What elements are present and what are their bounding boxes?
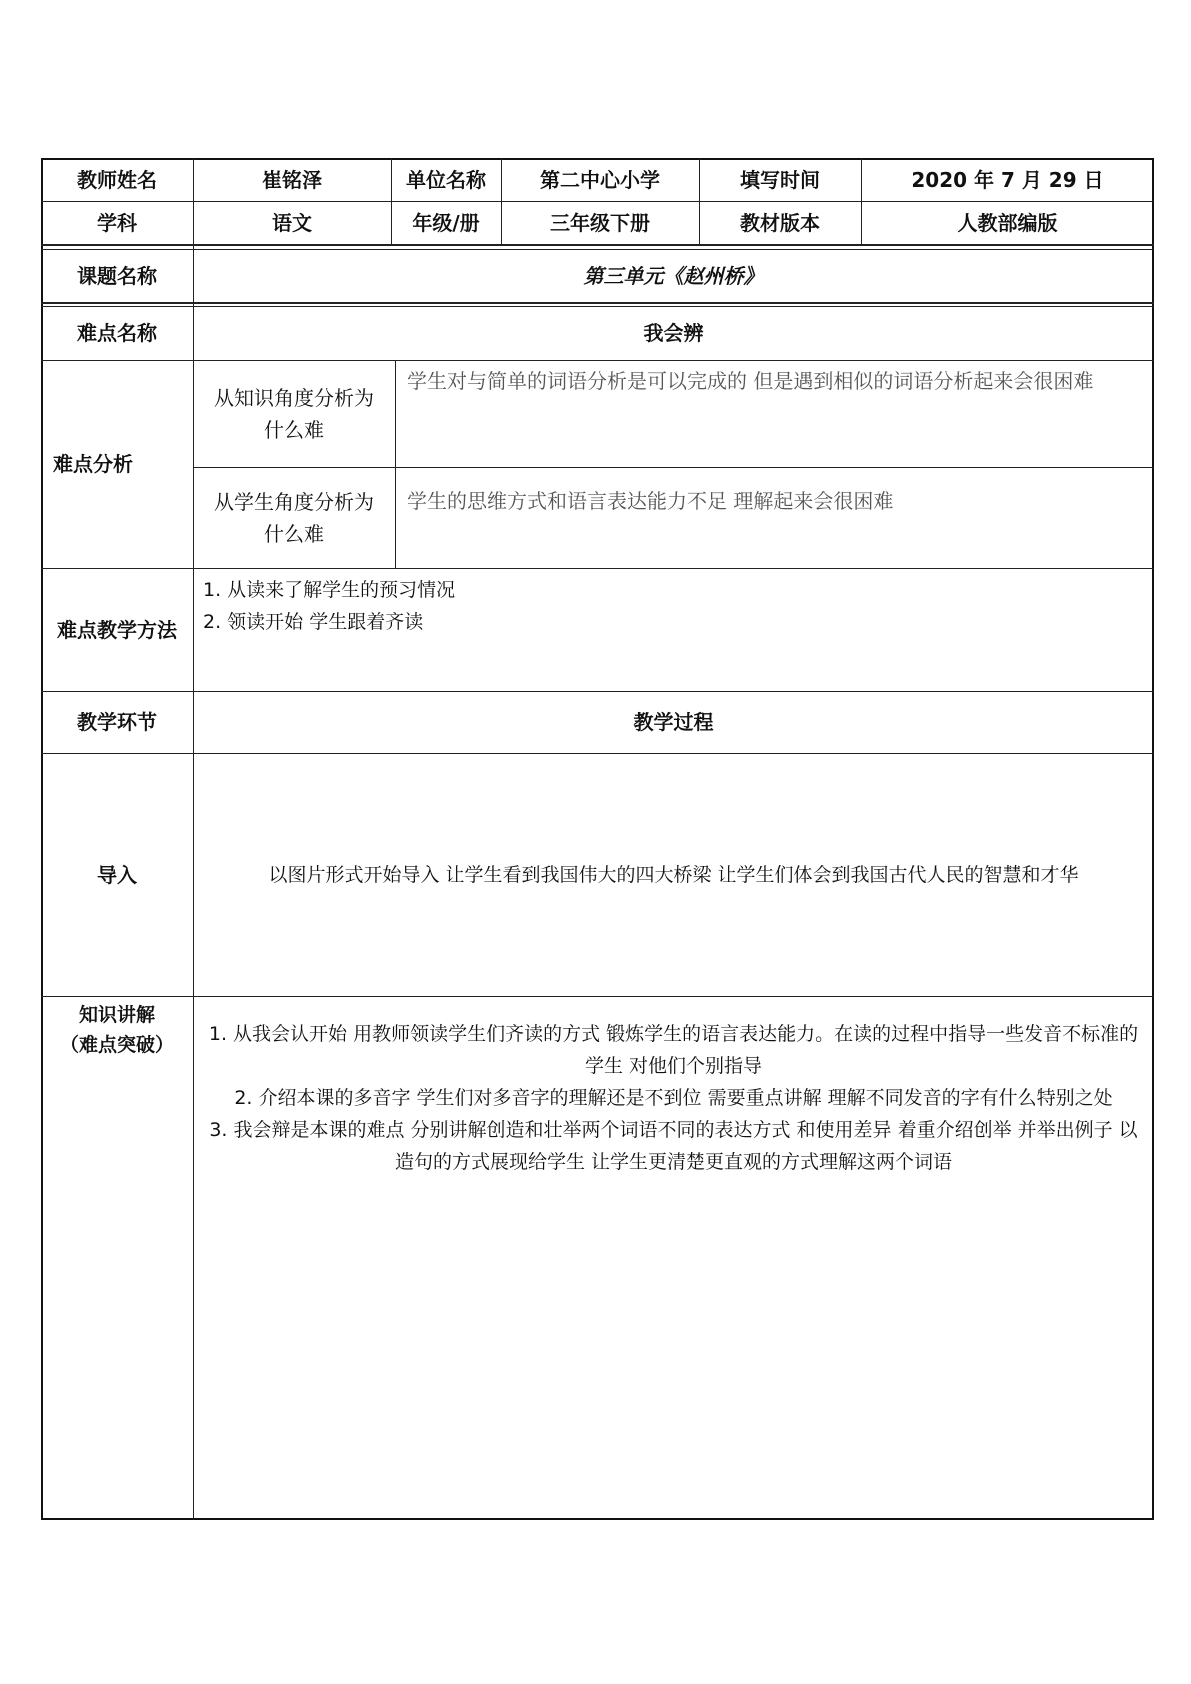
grade-label: 年级/册	[412, 210, 480, 235]
difficulty-label: 难点名称	[77, 321, 157, 345]
subject-value: 语文	[272, 210, 312, 235]
difficulty-value: 我会辨	[643, 321, 704, 345]
unit-name-label: 单位名称	[406, 167, 486, 192]
knowledge-label-line2: （难点突破）	[59, 1034, 174, 1056]
method-list	[193, 568, 1154, 691]
knowledge-item: 3. 我会辩是本课的难点 分别讲解创造和壮举两个词语不同的表达方式 和使用差异 着重介绍创举 并举出例子 以造句的方式展现给学生 让学生更清楚更直观的方式理解这两个词语	[209, 1119, 1138, 1173]
knowledge-angle-text: 学生对与简单的词语分析是可以完成的 但是遇到相似的词语分析起来会很困难	[407, 369, 1094, 393]
textbook-label: 教材版本	[740, 210, 820, 235]
fill-time-label: 填写时间	[740, 167, 820, 192]
knowledge-angle-label: 从知识角度分析为什么难	[214, 385, 374, 442]
knowledge-item: 1. 从我会认开始 用教师领读学生们齐读的方式 锻炼学生的语言表达能力。在读的过程中指导一些发音不标准的学生 对他们个别指导	[208, 1023, 1139, 1077]
student-angle-text: 学生的思维方式和语言表达能力不足 理解起来会很困难	[407, 489, 894, 513]
subject-label: 学科	[97, 210, 137, 235]
knowledge-item: 2. 介绍本课的多音字 学生们对多音字的理解还是不到位 需要重点讲解 理解不同发音的字有什么特别之处	[234, 1087, 1113, 1109]
knowledge-label	[41, 996, 193, 1060]
process-header: 教学过程	[633, 710, 714, 734]
teacher-name-value: 崔铭泽	[262, 167, 322, 192]
row-divider	[41, 302, 1154, 304]
fill-time-value: 2020 年 7 月 29 日	[911, 167, 1104, 192]
grade-value: 三年级下册	[550, 210, 650, 235]
row-divider	[41, 244, 1154, 246]
method-item: 2. 领读开始 学生跟着齐读	[203, 611, 424, 633]
unit-name-value: 第二中心小学	[540, 167, 660, 192]
analysis-label: 难点分析	[53, 452, 133, 476]
textbook-value: 人教部编版	[957, 210, 1058, 235]
method-label: 难点教学方法	[57, 617, 177, 642]
topic-label: 课题名称	[77, 263, 157, 288]
intro-label: 导入	[97, 862, 137, 887]
topic-value: 第三单元《赵州桥》	[583, 263, 764, 288]
knowledge-list	[193, 996, 1154, 1178]
stage-header: 教学环节	[77, 710, 157, 734]
student-angle-label: 从学生角度分析为什么难	[214, 489, 374, 546]
teacher-name-label: 教师姓名	[77, 167, 157, 192]
intro-text: 以图片形式开始导入 让学生看到我国伟大的四大桥梁 让学生们体会到我国古代人民的智慧和才华	[268, 863, 1079, 886]
method-item: 1. 从读来了解学生的预习情况	[203, 579, 456, 601]
knowledge-label-line1: 知识讲解	[78, 1004, 155, 1026]
